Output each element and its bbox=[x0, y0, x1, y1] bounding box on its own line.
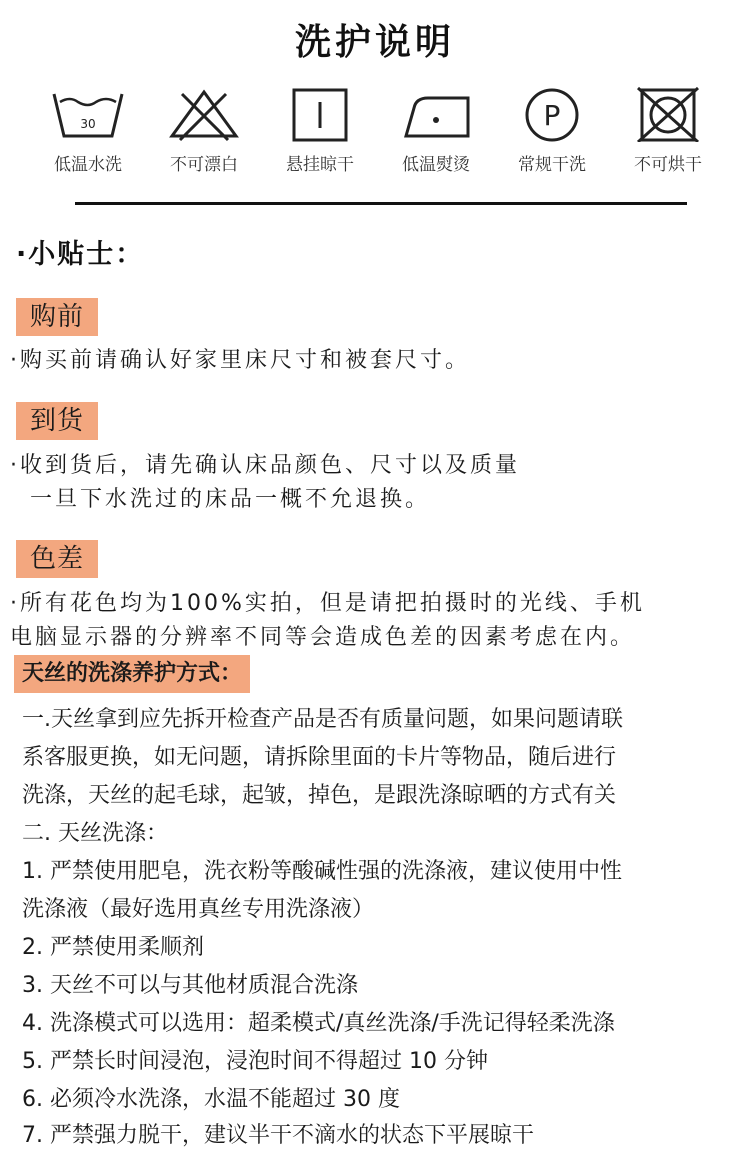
care-icon-label: 悬挂晾干 bbox=[286, 155, 354, 175]
arrival-line: ·收到货后，请先确认床品颜色、尺寸以及质量 bbox=[10, 453, 520, 478]
hang-dry-icon bbox=[282, 86, 358, 142]
care-icon-label: 低温熨烫 bbox=[402, 155, 470, 175]
care-line: 1. 严禁使用肥皂，洗衣粉等酸碱性强的洗涤液，建议使用中性 bbox=[22, 859, 622, 884]
care-icon-iron bbox=[378, 86, 494, 175]
care-line: 2. 严禁使用柔顺剂 bbox=[22, 935, 204, 960]
tag-before-purchase: 购前 bbox=[16, 298, 98, 336]
care-icon-label: 常规干洗 bbox=[518, 155, 586, 175]
care-line: 洗涤液（最好选用真丝专用洗涤液） bbox=[22, 897, 375, 922]
arrival-line: 一旦下水洗过的床品一概不允退换。 bbox=[30, 487, 431, 512]
color-line: ·所有花色均为100%实拍，但是请把拍摄时的光线、手机 bbox=[10, 591, 645, 616]
before-line: ·购买前请确认好家里床尺寸和被套尺寸。 bbox=[10, 348, 470, 373]
tips-heading: ·小贴士： bbox=[16, 239, 145, 270]
color-line: 电脑显示器的分辨率不同等会造成色差的因素考虑在内。 bbox=[10, 625, 636, 650]
section-divider bbox=[75, 202, 687, 205]
no-tumble-dry-icon bbox=[630, 86, 706, 142]
care-line: 系客服更换，如无问题，请拆除里面的卡片等物品，随后进行 bbox=[22, 745, 617, 770]
care-line: 6. 必须冷水洗涤，水温不能超过 30 度 bbox=[22, 1087, 400, 1112]
dry-clean-p-icon bbox=[514, 86, 590, 142]
care-line: 洗涤，天丝的起毛球，起皱，掉色，是跟洗涤晾晒的方式有关 bbox=[22, 783, 617, 808]
care-line: 一.天丝拿到应先拆开检查产品是否有质量问题，如果问题请联 bbox=[22, 707, 623, 732]
care-icon-dryclean bbox=[494, 86, 610, 175]
care-icon-label: 不可漂白 bbox=[170, 155, 238, 175]
page-title: 洗护说明 bbox=[294, 22, 455, 63]
wash-temp-text: 30 bbox=[80, 117, 96, 131]
care-icon-label: 不可烘干 bbox=[634, 155, 702, 175]
care-icon-label: 低温水洗 bbox=[54, 155, 122, 175]
dry-clean-letter: P bbox=[543, 99, 561, 132]
care-icon-tumble bbox=[610, 86, 726, 175]
care-icon-bleach bbox=[146, 86, 262, 175]
care-line: 4. 洗涤模式可以选用：超柔模式/真丝洗涤/手洗记得轻柔洗涤 bbox=[22, 1011, 615, 1036]
tag-color-difference: 色差 bbox=[16, 540, 98, 578]
care-line: 5. 严禁长时间浸泡，浸泡时间不得超过 10 分钟 bbox=[22, 1049, 488, 1074]
tag-arrival: 到货 bbox=[16, 402, 98, 440]
care-icon-hang bbox=[262, 86, 378, 175]
care-line: 7. 严禁强力脱干，建议半干不滴水的状态下平展晾干 bbox=[22, 1123, 534, 1148]
no-bleach-icon bbox=[166, 86, 242, 142]
low-iron-icon bbox=[398, 86, 474, 142]
care-line: 3. 天丝不可以与其他材质混合洗涤 bbox=[22, 973, 358, 998]
care-icon-wash bbox=[30, 86, 146, 175]
care-line: 二. 天丝洗涤： bbox=[22, 821, 168, 846]
care-icons-row bbox=[30, 86, 726, 196]
wash-30-icon bbox=[50, 86, 126, 142]
care-heading: 天丝的洗涤养护方式： bbox=[14, 655, 250, 693]
